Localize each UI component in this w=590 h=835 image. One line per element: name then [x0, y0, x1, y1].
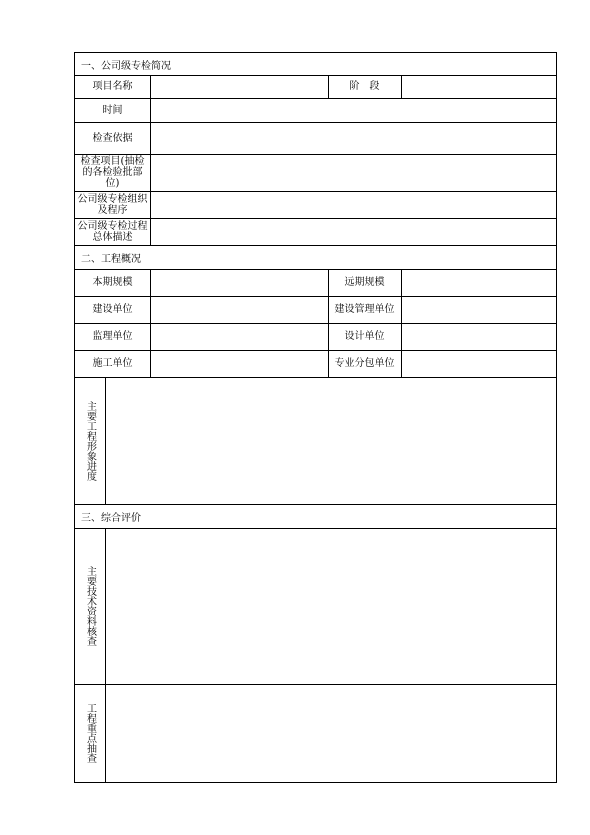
- subcontractor-field[interactable]: [401, 350, 556, 377]
- stage-label: 阶 段: [349, 81, 380, 92]
- tech-docs-label: 主要技术资料核查: [84, 566, 96, 646]
- supervisor-field[interactable]: [150, 323, 328, 350]
- progress-label: 主要工程形象进度: [84, 400, 96, 481]
- future-scale-field[interactable]: [401, 269, 556, 296]
- designer-field[interactable]: [401, 323, 556, 350]
- process-field[interactable]: [150, 218, 556, 245]
- organization-field[interactable]: [150, 191, 556, 218]
- builder-mgmt-field[interactable]: [401, 296, 556, 323]
- builder-mgmt-label: 建设管理单位: [334, 304, 395, 315]
- current-scale-label: 本期规模: [92, 277, 133, 288]
- builder-label: 建设单位: [92, 304, 133, 315]
- section1-title: 一、公司级专检简况: [81, 60, 171, 72]
- time-label: 时间: [102, 104, 123, 116]
- spot-check-field[interactable]: [105, 684, 556, 782]
- progress-field[interactable]: [105, 377, 556, 504]
- constructor-label: 施工单位: [92, 358, 133, 369]
- process-label: 公司级专检过程总体描述: [77, 220, 148, 243]
- tech-docs-field[interactable]: [105, 528, 556, 684]
- spot-check-label: 工程重点抽查: [84, 703, 96, 763]
- items-label: 检查项目(抽检的各检验批部位): [80, 156, 145, 189]
- builder-field[interactable]: [150, 296, 328, 323]
- time-field[interactable]: [150, 98, 556, 122]
- basis-label: 检查依据: [92, 132, 133, 144]
- inspection-form: [74, 52, 557, 783]
- stage-field[interactable]: [401, 75, 556, 98]
- supervisor-label: 监理单位: [92, 331, 133, 342]
- subcontractor-label: 专业分包单位: [334, 358, 395, 369]
- section3-title: 三、综合评价: [81, 512, 141, 524]
- current-scale-field[interactable]: [150, 269, 328, 296]
- organization-label: 公司级专检组织及程序: [77, 193, 148, 216]
- section2-title: 二、工程概况: [81, 253, 141, 265]
- items-field[interactable]: [150, 154, 556, 191]
- designer-label: 设计单位: [344, 331, 385, 342]
- constructor-field[interactable]: [150, 350, 328, 377]
- basis-field[interactable]: [150, 122, 556, 154]
- project-name-label: 项目名称: [92, 81, 133, 92]
- future-scale-label: 远期规模: [344, 277, 385, 288]
- project-name-field[interactable]: [150, 75, 328, 98]
